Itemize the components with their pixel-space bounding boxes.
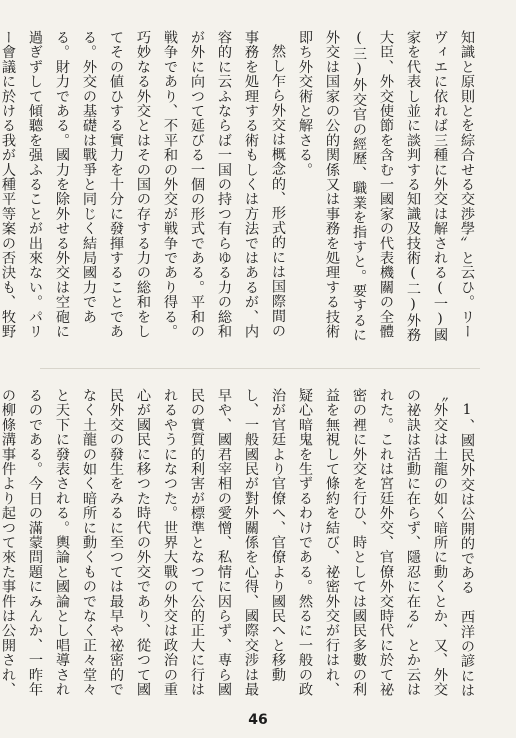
paragraph: 然し乍ら外交は概念的、形式的には国際間の事務を処理する術もしくは方法ではあるが、内容的に云ふならば一国の持つ有らゆる力の総和が外に向つて延びる一個の形式である。平和の戦争であり、不平和の外交が戦争であり得る。巧妙なる外交とはその国の存する力の総和をしてその値ひする實力を十分に發揮することである。外交の基礎は戰爭と同じく結局國力である。財力である。國力を除外せる外交は空砲に過ぎずして傾聽を强ふることが出來ない。パリー會議に於ける我が人種平等案の否決も、牧野	[0, 30, 286, 339]
paragraph: 知識と原則とを綜合せる交渉學〟と云ひ。リーヴィエに依れば三種に外交は解される(一)國家を代表し並に談判する知識及技術(二)外務大臣、外交使節を含む一國家の代表機關の全體(三)外交官の經歷、職業を指すと。要するに	[351, 30, 475, 343]
lower-text-block	[0, 388, 480, 700]
upper-text-block	[0, 30, 480, 352]
page-number: 46	[248, 712, 268, 728]
paragraph: 外交は国家の公的関係又は事務を処理する技術即ち外交術と解さる。	[297, 30, 340, 339]
section-divider	[40, 368, 480, 369]
paragraph: 1、國民外交は公開的である 西洋の諺には〝外交は土龍の如く暗所に動くとか、又、外交の祕訣は活動に在らず、隱忍に在る〟とか云はれた。これは宮廷外交、官僚外交時代に於て祕密の裡に外交を行ひ、時としては國民多數の利益を無視して條約を結び、祕密外交が行はれ、疑心暗鬼を生ずるわけである。然るに一般の政治が官廷より官僚へ、官僚より國民へと移動し、一般國民が對外關係を心得、國際交涉は最早や、國君宰相の愛憎、私情に因らず、専ら國民の實質的利害が標準となつて公的正大に行はれるやうになつた。世界大戰の外交は政治の重心が國民に移つた時代の外交であり、從つて國民外交の發生をみるに至つては最早や祕密的でなく土龍の如く暗所に動くものでなく正々堂々と天下に發表される。輿論と國論とし唱導されるのである。今日の滿蒙問題にみんか、一昨年の柳條溝事件より起つて來た事件は公開され、	[0, 388, 475, 698]
